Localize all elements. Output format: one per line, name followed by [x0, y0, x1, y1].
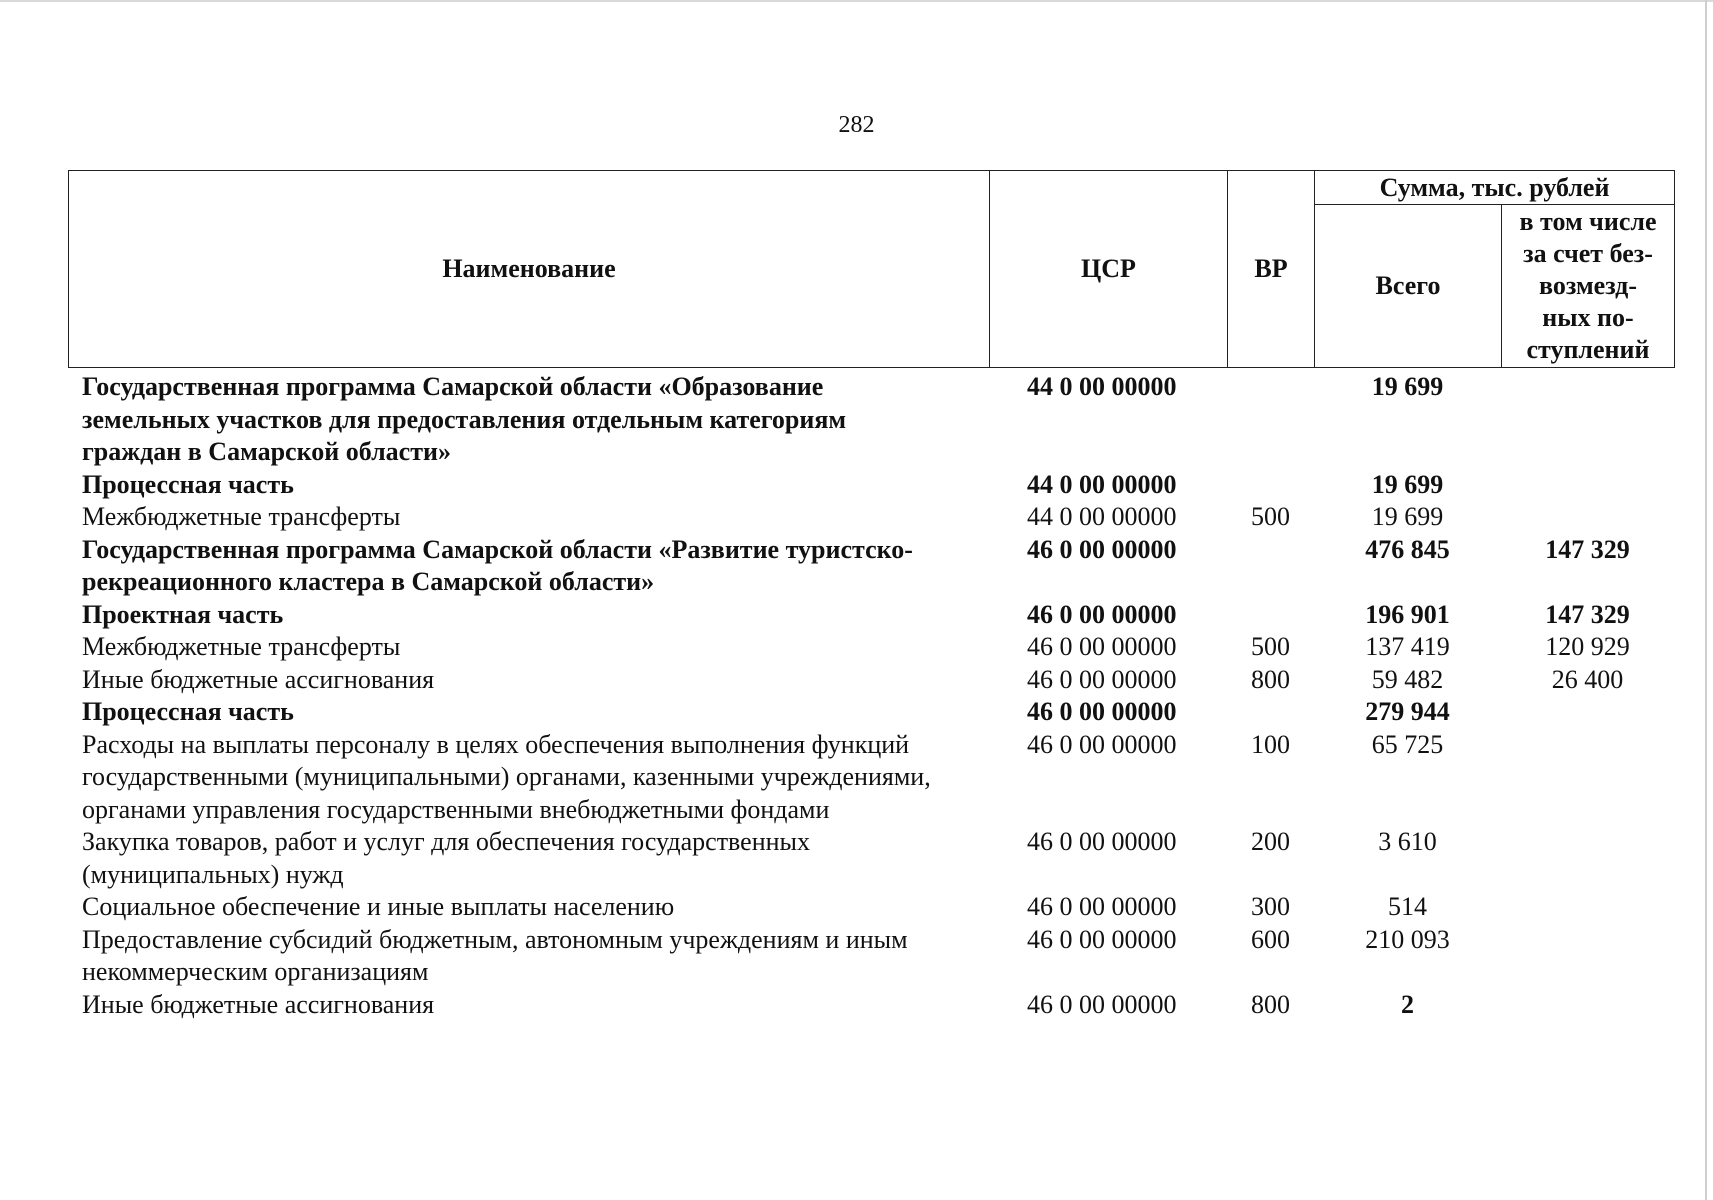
- table-row: [68, 631, 1674, 664]
- row-vr: [1227, 469, 1314, 502]
- row-vr: 800: [1251, 664, 1290, 694]
- row-gratis: [1501, 696, 1674, 729]
- row-csr: 46 0 00 00000: [1027, 664, 1177, 694]
- row-csr: 44 0 00 00000: [1027, 469, 1177, 499]
- row-gratis: 26 400: [1551, 664, 1624, 694]
- row-total: 514: [1388, 892, 1427, 921]
- row-gratis: [1501, 469, 1674, 502]
- row-csr: 46 0 00 00000: [1027, 827, 1177, 856]
- row-vr: [1227, 696, 1314, 729]
- table-row: [68, 371, 1674, 469]
- row-gratis: 147 329: [1545, 534, 1630, 564]
- row-total: 476 845: [1365, 534, 1450, 564]
- header-gratis: [1502, 205, 1675, 368]
- table-row: [68, 729, 1674, 827]
- row-gratis: [1501, 989, 1674, 1022]
- header-gratis-line: в том числе: [1519, 207, 1657, 236]
- row-total: 59 482: [1371, 664, 1444, 694]
- row-csr: 46 0 00 00000: [1027, 534, 1177, 564]
- table-body: [68, 371, 1674, 1021]
- row-total: 19 699: [1371, 469, 1444, 499]
- row-gratis: [1501, 924, 1674, 989]
- page-top-edge: [0, 0, 1713, 2]
- row-csr: 46 0 00 00000: [1027, 989, 1177, 1019]
- row-csr: 44 0 00 00000: [1027, 372, 1177, 401]
- row-name: Государственная программа Самарской области «Образование земельных участков для предоставления отдельным категориям граждан в Самарской области»: [82, 372, 847, 466]
- row-name: Закупка товаров, работ и услуг для обеспечения государственных (муниципальных) нужд: [82, 827, 811, 889]
- row-csr: 46 0 00 00000: [1027, 632, 1177, 661]
- header-gratis-line: за счет без-: [1523, 239, 1653, 268]
- table-row: [68, 534, 1674, 599]
- table-row: [68, 469, 1674, 502]
- table-row: [68, 989, 1674, 1022]
- row-csr: 46 0 00 00000: [1027, 924, 1177, 954]
- row-name: Предоставление субсидий бюджетным, автономным учреждениям и иным некоммерческим организациям: [82, 924, 908, 986]
- table-row: [68, 924, 1674, 989]
- row-csr: 46 0 00 00000: [1027, 892, 1177, 921]
- row-vr: 100: [1251, 729, 1290, 759]
- row-name: Межбюджетные трансферты: [82, 632, 401, 661]
- row-gratis: [1501, 729, 1674, 827]
- page-right-edge: [1705, 0, 1707, 1200]
- row-total: 65 725: [1371, 729, 1444, 759]
- row-total: 19 699: [1371, 502, 1444, 531]
- row-gratis: 120 929: [1545, 632, 1630, 661]
- table-row: [68, 599, 1674, 632]
- row-gratis: 147 329: [1545, 599, 1630, 629]
- header-gratis-line: ных по-: [1542, 303, 1634, 332]
- header-csr: ЦСР: [990, 171, 1228, 368]
- row-csr: 46 0 00 00000: [1027, 729, 1177, 759]
- header-vr: ВР: [1228, 171, 1315, 368]
- row-name: Социальное обеспечение и иные выплаты населению: [82, 892, 675, 921]
- row-name: Процессная часть: [82, 697, 294, 726]
- row-total: 196 901: [1365, 599, 1450, 629]
- page-number: 282: [838, 112, 875, 138]
- row-total: 19 699: [1371, 372, 1444, 401]
- header-name: Наименование: [69, 171, 990, 368]
- row-name: Процессная часть: [82, 469, 294, 499]
- row-gratis: [1501, 891, 1674, 924]
- row-total: 210 093: [1365, 924, 1450, 954]
- header-sum-group: Сумма, тыс. рублей: [1315, 171, 1675, 205]
- row-vr: 600: [1251, 924, 1290, 954]
- table-row: [68, 826, 1674, 891]
- row-vr: 500: [1251, 632, 1290, 661]
- table-row: [68, 664, 1674, 697]
- row-total: 3 610: [1378, 827, 1437, 856]
- row-vr: 300: [1251, 892, 1290, 921]
- row-vr: 200: [1251, 827, 1290, 856]
- row-total: 279 944: [1365, 697, 1450, 726]
- row-csr: 46 0 00 00000: [1027, 697, 1177, 726]
- row-csr: 46 0 00 00000: [1027, 599, 1177, 629]
- header-gratis-line: возмезд-: [1539, 271, 1637, 300]
- row-vr: 800: [1251, 989, 1290, 1019]
- table-row: [68, 696, 1674, 729]
- row-total: 137 419: [1365, 632, 1450, 661]
- table-row: [68, 891, 1674, 924]
- row-name: Государственная программа Самарской области «Развитие туристско-рекреационного кластера в Самарской области»: [82, 534, 913, 596]
- row-total: 2: [1401, 989, 1414, 1019]
- row-gratis: [1501, 501, 1674, 534]
- row-csr: 44 0 00 00000: [1027, 502, 1177, 531]
- row-name: Иные бюджетные ассигнования: [82, 664, 435, 694]
- row-name: Межбюджетные трансферты: [82, 502, 401, 531]
- row-name: Проектная часть: [82, 599, 284, 629]
- row-gratis: [1501, 371, 1674, 469]
- row-name: Расходы на выплаты персоналу в целях обеспечения выполнения функций государственными (муниципальными) органами, казенными учреждениями, органами управления государственными внебюджетными фондами: [82, 729, 931, 824]
- table-row: [68, 501, 1674, 534]
- header-gratis-line: ступлений: [1526, 335, 1650, 364]
- row-gratis: [1501, 826, 1674, 891]
- row-vr: [1227, 599, 1314, 632]
- header-total: Всего: [1315, 205, 1502, 368]
- row-name: Иные бюджетные ассигнования: [82, 989, 435, 1019]
- table-header: [68, 170, 1675, 368]
- row-vr: 500: [1251, 502, 1290, 531]
- row-vr: [1227, 371, 1314, 469]
- row-vr: [1227, 534, 1314, 599]
